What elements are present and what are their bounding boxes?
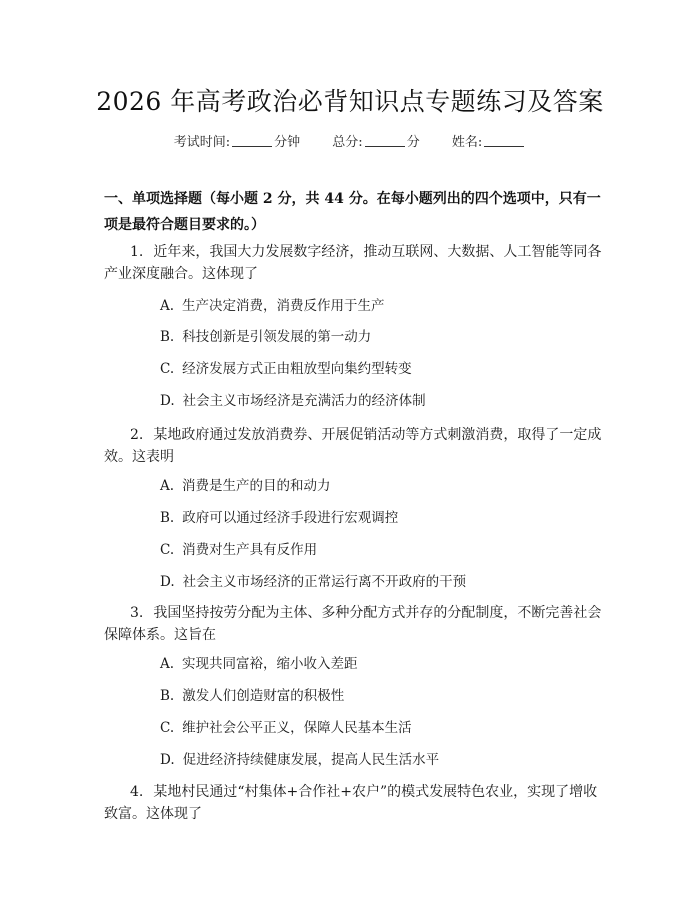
question-stem: 近年来，我国大力发展数字经济，推动互联网、大数据、人工智能等同各产业深度融合。这体现了	[104, 244, 602, 282]
page-title: 2026 年高考政治必背知识点专题练习及答案	[96, 87, 604, 116]
option-text: 生产决定消费，消费反作用于生产	[182, 298, 385, 314]
question-stem: 我国坚持按劳分配为主体、多种分配方式并存的分配制度，不断完善社会保障体系。这旨在	[104, 605, 602, 643]
option-text: 实现共同富裕，缩小收入差距	[182, 656, 358, 672]
time-blank	[232, 134, 272, 147]
question-3	[104, 602, 604, 646]
option-3c	[160, 718, 600, 738]
option-1a	[160, 296, 600, 316]
option-2b	[160, 508, 600, 528]
total-score	[332, 135, 424, 150]
option-letter: C.	[160, 542, 175, 558]
option-text: 科技创新是引领发展的第一动力	[182, 329, 372, 345]
time-label: 考试时间:	[173, 135, 231, 150]
option-letter: B.	[160, 510, 175, 526]
option-letter: A.	[160, 656, 175, 672]
option-text: 消费是生产的目的和动力	[182, 478, 331, 494]
option-letter: D.	[160, 752, 175, 768]
option-letter: A.	[160, 298, 175, 314]
option-1d	[160, 391, 600, 411]
option-text: 促进经济持续健康发展，提高人民生活水平	[182, 752, 440, 768]
option-text: 消费对生产具有反作用	[182, 542, 318, 558]
option-letter: C.	[160, 720, 175, 736]
section-heading: 一、单项选择题（每小题 2 分，共 44 分。在每小题列出的四个选项中，只有一项是最符合题目要求的。）	[104, 191, 601, 233]
option-text: 维护社会公平正义，保障人民基本生活	[182, 720, 412, 736]
question-4	[104, 781, 604, 825]
question-stem: 某地村民通过“村集体+合作社+农户”的模式发展特色农业，实现了增收致富。这体现了	[104, 784, 598, 822]
exam-time	[174, 135, 305, 150]
score-label: 总分:	[332, 135, 363, 150]
option-letter: B.	[160, 688, 175, 704]
option-3a	[160, 654, 600, 674]
option-letter: D.	[160, 393, 175, 409]
question-number: 1.	[130, 244, 144, 260]
score-blank	[365, 134, 405, 147]
option-1c	[160, 359, 600, 379]
option-text: 激发人们创造财富的积极性	[182, 688, 345, 704]
question-2	[104, 424, 604, 468]
option-2c	[160, 540, 600, 560]
score-unit: 分	[406, 135, 420, 150]
question-number: 3.	[130, 605, 144, 621]
option-2a	[160, 476, 600, 496]
option-letter: D.	[160, 574, 175, 590]
option-letter: C.	[160, 361, 175, 377]
exam-meta	[0, 131, 700, 150]
question-number: 4.	[130, 784, 144, 800]
option-1b	[160, 327, 600, 347]
option-text: 社会主义市场经济是充满活力的经济体制	[182, 393, 426, 409]
time-unit: 分钟	[274, 135, 301, 150]
option-letter: A.	[160, 478, 175, 494]
option-2d	[160, 572, 600, 592]
option-text: 经济发展方式正由粗放型向集约型转变	[182, 361, 412, 377]
option-3d	[160, 750, 600, 770]
question-stem: 某地政府通过发放消费券、开展促销活动等方式刺激消费，取得了一定成效。这表明	[104, 427, 602, 465]
name-label: 姓名:	[451, 135, 483, 150]
question-1	[104, 241, 604, 285]
option-text: 政府可以通过经济手段进行宏观调控	[182, 510, 399, 526]
student-name	[452, 135, 526, 150]
option-text: 社会主义市场经济的正常运行离不开政府的干预	[182, 574, 467, 590]
question-number: 2.	[130, 427, 144, 443]
option-3b	[160, 686, 600, 706]
option-letter: B.	[160, 329, 175, 345]
name-blank	[484, 134, 524, 147]
